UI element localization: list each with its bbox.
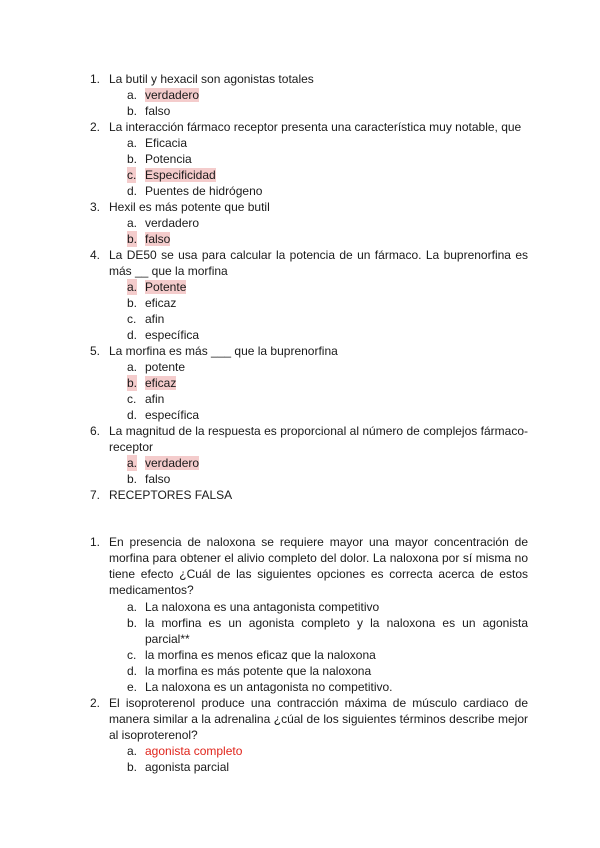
option-4c — [127, 311, 164, 327]
option-2c — [127, 167, 216, 183]
option-letter: d. — [127, 408, 138, 422]
question-number: 3. — [90, 200, 101, 214]
question-2-2 — [90, 695, 528, 743]
question-text: La butil y hexacil son agonistas totales — [109, 72, 314, 86]
option-2-2b — [127, 759, 229, 775]
option-text: la morfina es más potente que la naloxona — [145, 664, 372, 678]
option-text: eficaz — [145, 296, 177, 310]
option-letter: d. — [127, 184, 138, 198]
option-text: afin — [145, 392, 165, 406]
question-number: 2. — [90, 120, 101, 134]
option-text: La naloxona es un antagonista no competitivo. — [145, 680, 393, 694]
option-letter: b. — [127, 616, 138, 630]
option-2-1c — [127, 647, 376, 663]
option-text-highlighted: Especificidad — [145, 168, 216, 182]
option-2a — [127, 135, 187, 151]
option-2d — [127, 183, 262, 199]
option-letter: a. — [127, 456, 138, 470]
option-6a — [127, 455, 199, 471]
question-text: La magnitud de la respuesta es proporcional al número de complejos fármaco-receptor — [109, 424, 528, 454]
question-text: Hexil es más potente que butil — [109, 200, 270, 214]
option-letter: b. — [127, 376, 138, 390]
question-text: En presencia de naloxona se requiere mayor una mayor concentración de morfina para obtener el alivio completo del dolor. La naloxona por sí misma no tiene efecto ¿Cuál de las siguientes opciones es correcta acerca de estos medicamentos? — [109, 535, 528, 597]
option-3b — [127, 231, 170, 247]
option-2-2a — [127, 743, 242, 759]
question-number: 1. — [90, 72, 101, 86]
question-text: La DE50 se usa para calcular la potencia de un fármaco. La buprenorfina es más __ que la morfina — [109, 248, 528, 278]
option-text-highlighted: verdadero — [145, 456, 200, 470]
option-letter: a. — [127, 136, 138, 150]
option-text-highlighted: verdadero — [145, 88, 200, 102]
option-text: la morfina es menos eficaz que la naloxona — [145, 648, 376, 662]
question-4 — [90, 247, 528, 279]
option-5a — [127, 359, 185, 375]
option-4b — [127, 295, 176, 311]
question-text: El isoproterenol produce una contracción máxima de músculo cardiaco de manera similar a la adrenalina ¿cúal de los siguientes términos describe mejor al isoproterenol? — [109, 696, 528, 742]
question-number: 4. — [90, 248, 101, 262]
option-letter: d. — [127, 664, 138, 678]
option-letter: a. — [127, 88, 138, 102]
option-letter: a. — [127, 216, 138, 230]
option-text-highlighted: Potente — [145, 280, 187, 294]
option-2-1d — [127, 663, 371, 679]
option-letter: a. — [127, 280, 138, 294]
option-text: afin — [145, 312, 165, 326]
question-number: 5. — [90, 344, 101, 358]
option-2b — [127, 151, 192, 167]
question-number: 2. — [90, 696, 101, 710]
option-6b — [127, 471, 170, 487]
option-text: específica — [145, 328, 200, 342]
question-2 — [90, 119, 528, 135]
option-text: la morfina es un agonista completo y la naloxona es un agonista parcial** — [145, 616, 528, 646]
option-text: La naloxona es una antagonista competitivo — [145, 600, 380, 614]
option-2-1a — [127, 599, 379, 615]
option-text: Potencia — [145, 152, 192, 166]
option-1b — [127, 103, 170, 119]
option-4a — [127, 279, 186, 295]
option-5c — [127, 391, 164, 407]
option-letter: c. — [127, 312, 137, 326]
question-3 — [90, 199, 528, 215]
option-letter: e. — [127, 680, 138, 694]
question-5 — [90, 343, 528, 359]
option-text-highlighted: eficaz — [145, 376, 177, 390]
option-1a — [127, 87, 199, 103]
question-text: La interacción fármaco receptor presenta una característica muy notable, que — [109, 120, 522, 134]
option-text-red: agonista completo — [145, 744, 243, 758]
option-letter: c. — [127, 168, 137, 182]
option-letter: c. — [127, 392, 137, 406]
question-number: 7. — [90, 488, 101, 502]
question-text: La morfina es más ___ que la buprenorfina — [109, 344, 338, 358]
question-2-1 — [90, 534, 528, 598]
option-2-1e — [127, 679, 393, 695]
option-letter: b. — [127, 472, 138, 486]
option-3a — [127, 215, 199, 231]
option-letter: d. — [127, 328, 138, 342]
option-text: Eficacia — [145, 136, 188, 150]
option-letter: a. — [127, 360, 138, 374]
option-text: potente — [145, 360, 186, 374]
option-5b — [127, 375, 176, 391]
question-1 — [90, 71, 528, 87]
question-number: 6. — [90, 424, 101, 438]
question-7 — [90, 487, 528, 503]
option-text: falso — [145, 104, 171, 118]
option-text: Puentes de hidrógeno — [145, 184, 263, 198]
option-letter: b. — [127, 152, 138, 166]
option-letter: a. — [127, 600, 138, 614]
option-text: específica — [145, 408, 200, 422]
option-text-highlighted: falso — [145, 232, 171, 246]
option-4d — [127, 327, 199, 343]
option-letter: c. — [127, 648, 137, 662]
option-5d — [127, 407, 199, 423]
option-text: verdadero — [145, 216, 200, 230]
option-letter: a. — [127, 744, 138, 758]
option-letter: b. — [127, 760, 138, 774]
option-letter: b. — [127, 296, 138, 310]
question-6 — [90, 423, 528, 455]
option-letter: b. — [127, 104, 138, 118]
option-text: falso — [145, 472, 171, 486]
question-number: 1. — [90, 535, 101, 549]
option-letter: b. — [127, 232, 138, 246]
option-2-1b — [127, 615, 528, 647]
question-text: RECEPTORES FALSA — [109, 488, 233, 502]
option-text: agonista parcial — [145, 760, 230, 774]
